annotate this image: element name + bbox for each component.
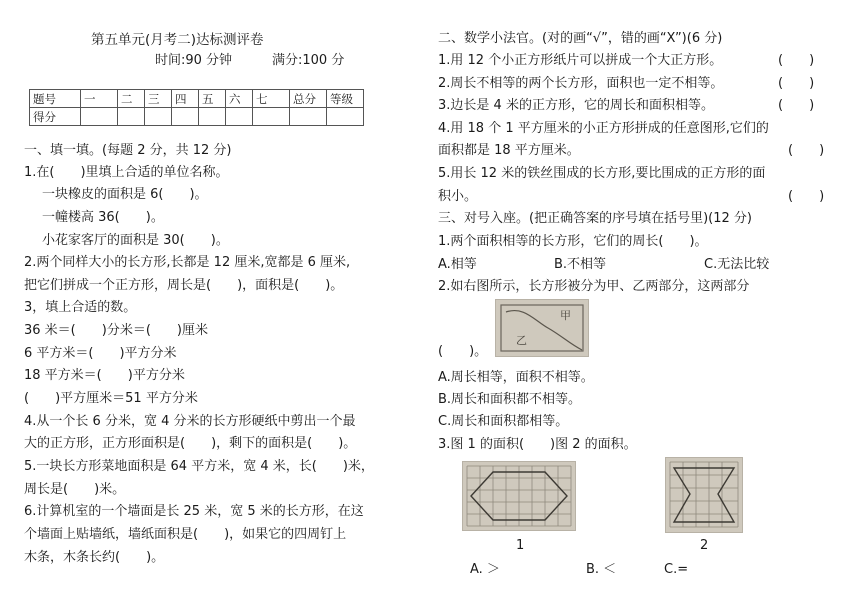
question-text: 1.两个面积相等的长方形，它们的周长( )。 [438,234,708,249]
figure-1-drawing [463,462,575,530]
question-text: 36 米＝( )分米＝( )厘米 [24,323,208,338]
question-text: 1.在( )里填上合适的单位名称。 [24,165,229,180]
question-text: 积小。 [438,189,478,204]
option-b: B.周长和面积都不相等。 [438,392,582,407]
question-text: 3，填上合适的数。 [24,300,137,315]
question-text: 大的正方形，正方形面积是( )，剩下的面积是( )。 [24,436,357,451]
option-c: C.= [664,562,689,577]
answer-paren[interactable]: ( ) [788,143,825,158]
exam-full-marks: 满分:100 分 [272,53,345,68]
exam-time: 时间:90 分钟 [155,53,233,68]
option-c: C.无法比较 [704,257,770,272]
score-input-cell[interactable] [226,108,253,126]
score-input-cell[interactable] [327,108,364,126]
question-text: 一块橡皮的面积是 6( )。 [42,187,208,202]
section3-heading: 三、对号入座。(把正确答案的序号填在括号里)(12 分) [438,211,752,226]
score-cell: 五 [199,90,226,108]
score-input-cell[interactable] [290,108,327,126]
answer-paren[interactable]: ( ) [778,98,815,113]
section1-heading: 一、填一填。(每题 2 分，共 12 分) [24,143,232,158]
answer-paren[interactable]: ( ) [778,76,815,91]
question-text: 18 平方米＝( )平方分米 [24,368,185,383]
score-cell: 七 [253,90,290,108]
figure-2-label: 2 [700,538,709,553]
question-text: 2.周长不相等的两个长方形，面积也一定不相等。 [438,76,724,91]
split-rectangle-drawing [496,300,588,356]
option-a: A.相等 [438,257,477,272]
score-table-score-row [30,108,364,126]
question-text: 4.用 18 个 1 平方厘米的小正方形拼成的任意图形,它们的 [438,121,769,136]
score-cell: 三 [145,90,172,108]
question-text: 周长是( )米。 [24,482,126,497]
score-cell: 一 [81,90,118,108]
question-text: ( )。 [438,344,488,359]
option-b: B.不相等 [554,257,607,272]
question-text: 1.用 12 个小正方形纸片可以拼成一个大正方形。 [438,53,723,68]
question-text: 6 平方米＝( )平方分米 [24,346,177,361]
section2-heading: 二、数学小法官。(对的画“√”，错的画“X”)(6 分) [438,31,723,46]
score-cell: 总分 [290,90,327,108]
question-text: 面积都是 18 平方厘米。 [438,143,580,158]
figure-2-drawing [666,458,742,532]
question-text: 3.边长是 4 米的正方形，它的周长和面积相等。 [438,98,714,113]
question-text: 小花家客厅的面积是 30( )。 [42,233,229,248]
score-input-cell[interactable] [172,108,199,126]
question-text: 2.两个同样大小的长方形,长都是 12 厘米,宽都是 6 厘米, [24,255,351,270]
score-cell: 题号 [30,90,81,108]
score-input-cell[interactable] [81,108,118,126]
question-text: ( )平方厘米＝51 平方分米 [24,391,198,406]
split-rectangle-figure [495,299,589,357]
exam-title: 第五单元(月考二)达标测评卷 [91,32,264,48]
figure-2-grid [665,457,743,533]
question-text: 4.从一个长 6 分米，宽 4 分米的长方形硬纸中剪出一个最 [24,414,356,429]
score-input-cell[interactable] [199,108,226,126]
question-text: 5.一块长方形菜地面积是 64 平方米，宽 4 米，长( )米， [24,459,374,474]
question-text: 个墙面上贴墙纸，墙纸面积是( )，如果它的四周钉上 [24,527,347,542]
question-text: 2.如右图所示，长方形被分为甲、乙两部分，这两部分 [438,279,750,294]
question-text: 5.用长 12 米的铁丝围成的长方形,要比围成的正方形的面 [438,166,766,181]
score-cell: 得分 [30,108,81,126]
question-text: 6.计算机室的一个墙面是长 25 米，宽 5 米的长方形，在这 [24,504,364,519]
score-input-cell[interactable] [118,108,145,126]
figure-1-grid [462,461,576,531]
question-text: 木条，木条长约( )。 [24,550,165,565]
score-cell: 四 [172,90,199,108]
question-text: 3.图 1 的面积( )图 2 的面积。 [438,437,637,452]
answer-paren[interactable]: ( ) [788,189,825,204]
score-table-header-row [30,90,364,108]
score-input-cell[interactable] [253,108,290,126]
score-cell: 六 [226,90,253,108]
score-cell: 二 [118,90,145,108]
option-a: A.周长相等，面积不相等。 [438,370,594,385]
answer-paren[interactable]: ( ) [778,53,815,68]
option-c: C.周长和面积都相等。 [438,414,569,429]
figure-1-label: 1 [516,538,525,553]
figure-label-jia: 甲 [560,309,571,322]
score-table [29,89,364,126]
figure-label-yi: 乙 [516,334,527,347]
question-text: 把它们拼成一个正方形，周长是( )，面积是( )。 [24,278,344,293]
option-b: B. ＜ [586,562,617,577]
score-input-cell[interactable] [145,108,172,126]
score-cell: 等级 [327,90,364,108]
question-text: 一幢楼高 36( )。 [42,210,164,225]
option-a: A. ＞ [470,562,500,577]
